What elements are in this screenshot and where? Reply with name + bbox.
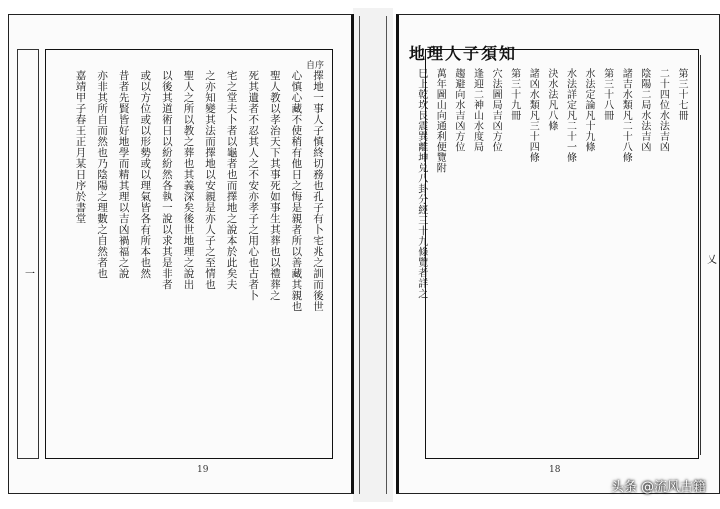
left-margin-strip [17, 49, 39, 459]
gutter-line [359, 16, 360, 494]
preface-column: 以後其道術日以紛紛然各執一說以求其是非者 [160, 70, 173, 290]
page-number-right: 18 [549, 465, 561, 475]
preface-column: 之亦知變其法而擇地以安親是亦人子之至情也 [204, 70, 217, 290]
toc-entry: 趨避向水吉凶方位 [452, 68, 464, 152]
preface-column: 聖人之所以教之葬也其義深矣後世地理之說出 [182, 70, 195, 290]
preface-column: 嘉靖甲子春王正月某日序於書堂 [74, 70, 87, 224]
toc-entry: 水法定論凡十九條 [583, 68, 595, 152]
right-text-frame [415, 49, 699, 459]
toc-entry: 水法詳定凡二十一條 [564, 68, 576, 163]
toc-entry: 二十四位水法吉凶 [657, 68, 669, 152]
table-of-contents [415, 60, 688, 452]
book-title: 地理人子須知 [409, 44, 518, 63]
preface-column: 昔者先賢皆好地學而精其理以吉凶禍福之說 [117, 70, 130, 279]
toc-entry: 逢迎二神山水度局 [471, 68, 483, 152]
toc-entry: 第三十七冊 [676, 68, 687, 121]
preface-column: 宅之堂夫卜者以龜者也而擇地之說本於此矣夫 [225, 70, 238, 290]
toc-entry: 穴法圖局吉凶方位 [490, 68, 502, 152]
toc-entry: 決水法凡八條 [545, 68, 557, 131]
page-number-left: 19 [197, 465, 209, 475]
toc-entry: 第三十九冊 [508, 68, 520, 121]
toc-entry: 陰陽二局水法吉凶 [638, 68, 650, 152]
toc-entry: 諸吉水類凡二十八條 [620, 68, 632, 163]
left-page [8, 14, 354, 494]
toc-entry: 第三十八冊 [601, 68, 613, 121]
left-text-frame [45, 49, 333, 459]
toc-entry: 巳上乾坎艮震巽離坤兑八卦分經三十九條覽者詳之 [415, 68, 427, 299]
book-gutter [353, 8, 393, 502]
toc-entry: 諸凶水類凡三十四條 [527, 68, 539, 163]
preface-body [54, 56, 324, 450]
preface-column: 心慎心藏不使稍有他日之悔是親者所以善藏其親也 [290, 70, 303, 312]
source-watermark: 头条 @流风古籍 [610, 480, 706, 495]
gutter-line [386, 16, 387, 494]
preface-column: 擇地一事人子慎終切務也孔子有卜宅兆之訓而後世 [312, 70, 324, 312]
right-margin-mark: 乂 [707, 255, 717, 266]
preface-column: 聖人教以孝治天下其事死如事生其葬也以禮葬之 [268, 70, 281, 301]
preface-label: 自序 [305, 61, 324, 71]
left-margin-mark: 一 [25, 269, 35, 280]
preface-column: 死其遺者不忍其人之不安亦孝子之用心也古者卜 [247, 70, 260, 301]
right-page [396, 14, 720, 494]
toc-entry: 萬年圖山向通利便覽附 [434, 68, 446, 173]
preface-column: 或以方位或以形勢或以理氣皆各有所本也然 [139, 70, 152, 279]
preface-column: 亦非其所自而然也乃陰陽之理數之自然者也 [96, 70, 109, 279]
